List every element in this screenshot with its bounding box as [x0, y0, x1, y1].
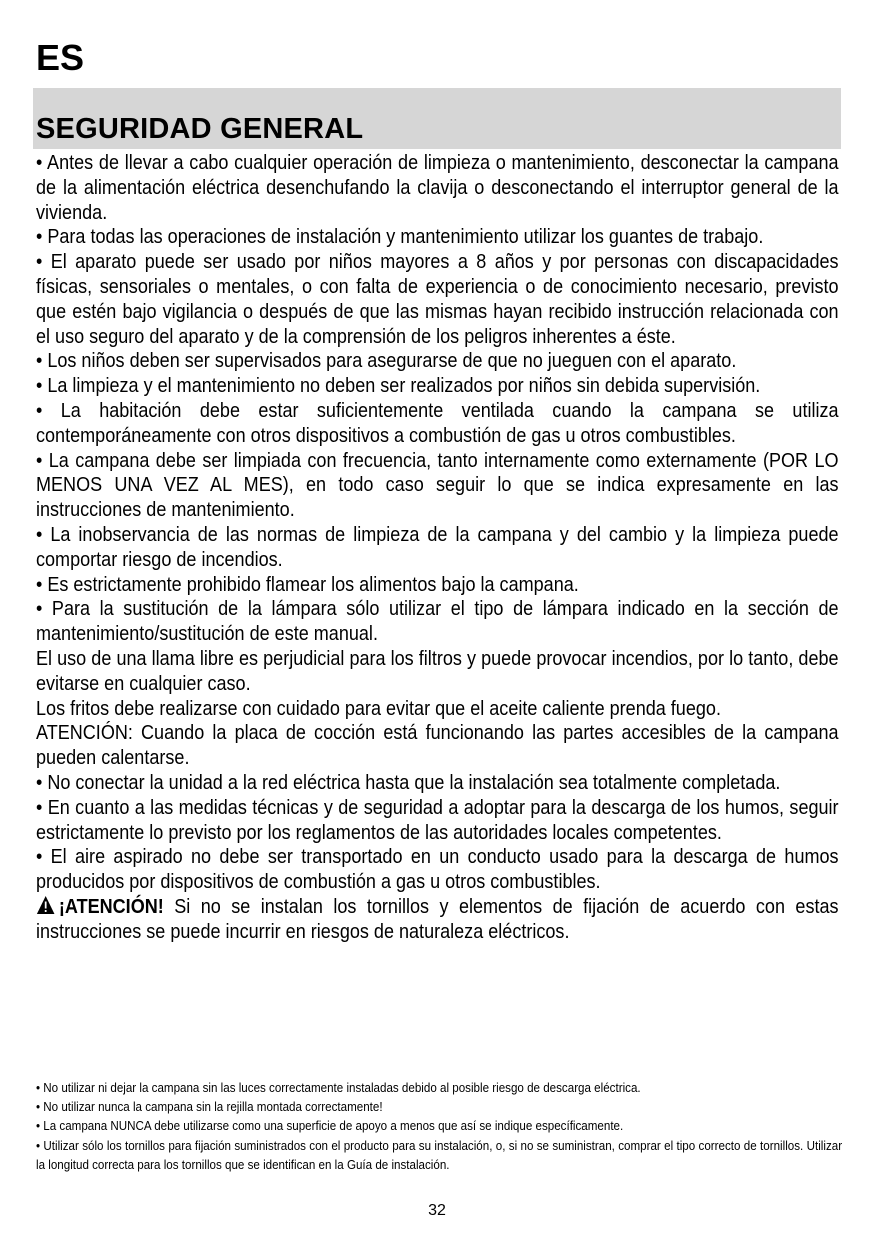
paragraph: • El aparato puede ser usado por niños mayores a 8 años y por personas con discapacidades físicas, sensoriales o mentales, o con falta de experiencia o de conocimiento necesario, previsto que estén bajo vigilancia o después de que las mismas hayan recibido instrucción relacionada con el uso seguro del aparato y de la comprensión de los peligros inherentes a éste. — [36, 250, 839, 348]
additional-notes — [36, 1078, 842, 1174]
paragraph: • La campana debe ser limpiada con frecuencia, tanto internamente como externamente (POR LO MENOS UNA VEZ AL MES), en todo caso seguir lo que se indica expresamente en las instrucciones de mantenimiento. — [36, 448, 839, 522]
paragraph: • Antes de llevar a cabo cualquier operación de limpieza o mantenimiento, desconectar la campana de la alimentación eléctrica desenchufando la clavija o desconectando el interruptor general de la vivienda. — [36, 151, 839, 224]
paragraph: • Es estrictamente prohibido flamear los alimentos bajo la campana. — [36, 572, 579, 596]
paragraph: • La limpieza y el mantenimiento no deben ser realizados por niños sin debida supervisión. — [36, 374, 761, 398]
paragraph: • La inobservancia de las normas de limpieza de la campana y del cambio y la limpieza puede comportar riesgo de incendios. — [36, 522, 839, 571]
paragraph: • El aire aspirado no debe ser transportado en un conducto usado para la descarga de humos producidos por dispositivos de combustión a gas u otros combustibles. — [36, 845, 839, 894]
warning-paragraph — [36, 895, 839, 945]
note: • Utilizar sólo los tornillos para fijación suministrados con el producto para su instalación, o, si no se suministran, comprar el tipo correcto de tornillos. Utilizar la longitud correcta para los tornillos que se identifican en la Guía de instalación. — [36, 1137, 843, 1172]
note: • La campana NUNCA debe utilizarse como una superficie de apoyo a menos que así se indique específicamente. — [36, 1118, 624, 1134]
language-code: ES — [36, 37, 85, 78]
paragraph: Los fritos debe realizarse con cuidado para evitar que el aceite caliente prenda fuego. — [36, 696, 721, 720]
section-title: SEGURIDAD GENERAL — [36, 113, 364, 145]
paragraph: • Los niños deben ser supervisados para asegurarse de que no jueguen con el aparato. — [36, 349, 737, 373]
warning-label: ¡ATENCIÓN! — [58, 894, 164, 918]
note: • No utilizar nunca la campana sin la rejilla montada correctamente! — [36, 1099, 383, 1115]
paragraph: • No conectar la unidad a la red eléctrica hasta que la instalación sea totalmente completada. — [36, 770, 781, 794]
warning-text: Si no se instalan los tornillos y elementos de fijación de acuerdo con estas instrucciones se puede incurrir en riesgos de naturaleza eléctricos. — [36, 894, 839, 943]
paragraph: ATENCIÓN: Cuando la placa de cocción está funcionando las partes accesibles de la campana pueden calentarse. — [36, 721, 839, 770]
warning-triangle-icon — [36, 895, 55, 915]
paragraph: • En cuanto a las medidas técnicas y de seguridad a adoptar para la descarga de los humos, seguir estrictamente lo previsto por los reglamentos de las autoridades locales competentes. — [36, 795, 839, 844]
section-header-bar — [33, 88, 841, 149]
note: • No utilizar ni dejar la campana sin las luces correctamente instaladas debido al posible riesgo de descarga eléctrica. — [36, 1080, 641, 1095]
paragraph: • Para la sustitución de la lámpara sólo utilizar el tipo de lámpara indicado en la sección de mantenimiento/sustitución de este manual. — [36, 597, 839, 646]
page-number: 32 — [428, 1202, 446, 1219]
safety-instructions — [36, 151, 839, 945]
paragraph: • Para todas las operaciones de instalación y mantenimiento utilizar los guantes de trabajo. — [36, 225, 764, 249]
paragraph: El uso de una llama libre es perjudicial para los filtros y puede provocar incendios, por lo tanto, debe evitarse en cualquier caso. — [36, 646, 839, 695]
paragraph: • La habitación debe estar suficientemente ventilada cuando la campana se utiliza contemporáneamente con otros dispositivos a combustión de gas u otros combustibles. — [36, 398, 839, 447]
